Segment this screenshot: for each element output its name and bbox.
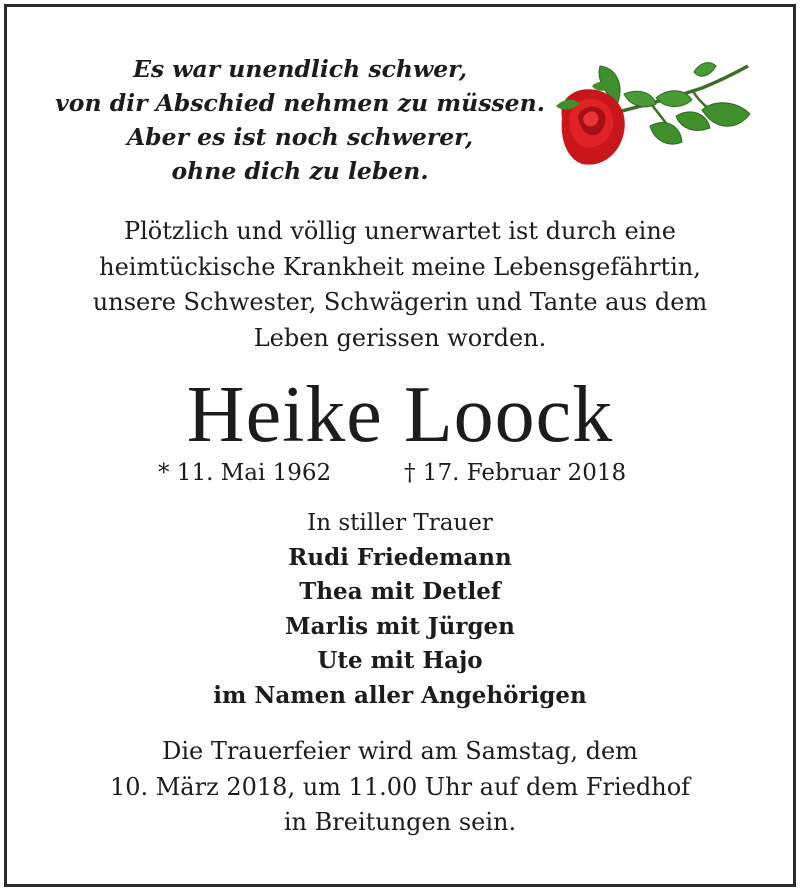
mourner-name: im Namen aller Angehörigen <box>213 681 587 709</box>
mourner-name: Ute mit Hajo <box>317 647 483 674</box>
mourning-heading: In stiller Trauer <box>307 510 493 536</box>
mourner-name: Marlis mit Jürgen <box>285 612 515 640</box>
poem-verse <box>40 52 560 188</box>
funeral-line: Die Trauerfeier wird am Samstag, dem <box>162 737 638 765</box>
funeral-notice <box>0 734 800 841</box>
mourner-name: Rudi Friedemann <box>288 543 512 571</box>
red-rose-icon <box>552 58 758 178</box>
mourners-block <box>0 506 800 713</box>
funeral-line: in Breitungen sein. <box>283 808 517 836</box>
death-date: † 17. Februar 2018 <box>404 460 627 486</box>
intro-line: Leben gerissen worden. <box>253 323 547 352</box>
mourner-name: Thea mit Detlef <box>299 578 501 605</box>
intro-text <box>40 214 760 356</box>
poem-line: von dir Abschied nehmen zu müssen. <box>55 89 545 117</box>
intro-line: heimtückische Krankheit meine Lebensgefährtin, <box>99 252 701 281</box>
birth-date: * 11. Mai 1962 <box>158 460 332 486</box>
deceased-name: Heike Loock <box>186 371 614 459</box>
funeral-line: 10. März 2018, um 11.00 Uhr auf dem Friedhof <box>109 772 691 801</box>
intro-line: unsere Schwester, Schwägerin und Tante aus dem <box>92 288 708 316</box>
poem-line: ohne dich zu leben. <box>171 157 429 185</box>
poem-line: Aber es ist noch schwerer, <box>126 123 474 151</box>
poem-line: Es war unendlich schwer, <box>132 55 468 83</box>
intro-line: Plötzlich und völlig unerwartet ist durch eine <box>123 217 677 245</box>
